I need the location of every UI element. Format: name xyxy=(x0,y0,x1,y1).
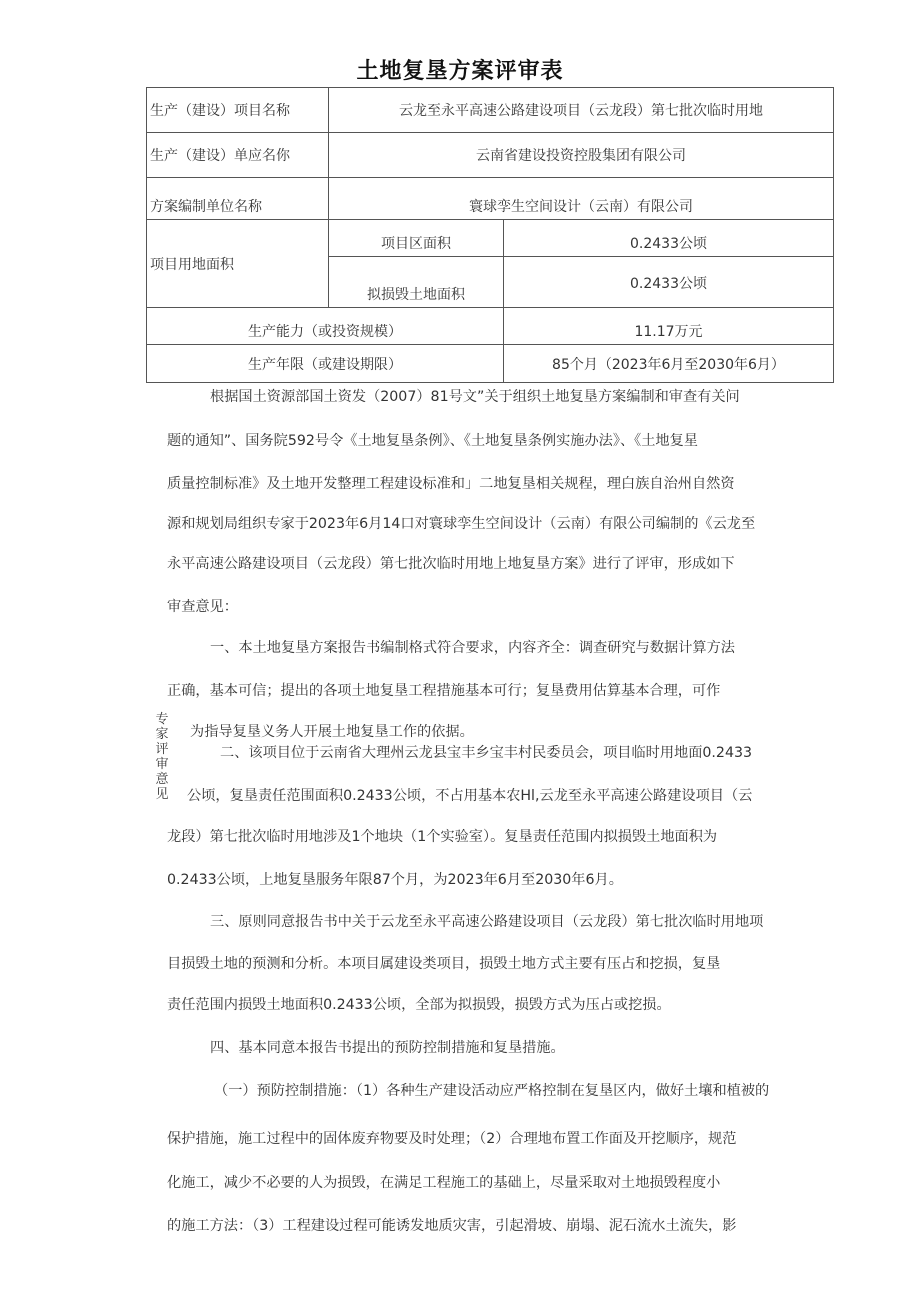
opinion-line: 质量控制标准》及土地开发整理工程建设标准和」二地复垦相关规程，理白族自治州自然资 xyxy=(167,476,735,492)
opinion-line: 为指导复垦义务人开展土地复垦工作的依据。 xyxy=(190,724,474,740)
table-row xyxy=(147,133,834,178)
opinion-line: 题的通知”、国务院592号令《土地复垦条例》、《土地复垦条例实施办法》、《土地复星 xyxy=(167,433,698,449)
opinion-line: （一）预防控制措施：（1）各种生产建设活动应严格控制在复垦区内，做好土壤和植被的 xyxy=(214,1083,770,1099)
opinion-line: 三、原则同意报告书中关于云龙至永平高速公路建设项目（云龙段）第七批次临时用地项 xyxy=(210,914,764,930)
opinion-line: 公顷，复垦责任范围面积0.2433公顷，不占用基本农Hl,云龙至永平高速公路建设项目（云 xyxy=(187,788,753,804)
page-title: 土地复垦方案评审表 xyxy=(356,59,564,84)
table-row xyxy=(147,220,834,257)
opinion-line: 永平高速公路建设项目（云龙段）第七批次临时用地上地复垦方案》进行了评审，形成如下 xyxy=(167,556,735,572)
opinion-line: 四、基本同意本报告书提出的预防控制措施和复垦措施。 xyxy=(210,1040,565,1056)
opinion-line: 一、本土地复垦方案报告书编制格式符合要求，内容齐全：调查研究与数据计算方法 xyxy=(210,640,735,656)
table-row xyxy=(147,88,834,133)
opinion-line: 的施工方法：（3）工程建设过程可能诱发地质灾害，引起滑坡、崩塌、泥石流水土流失，影 xyxy=(167,1218,737,1234)
project-area-label: 项目区面积 xyxy=(329,220,504,257)
table-row xyxy=(147,345,834,383)
period-label: 生产年限（或建设期限） xyxy=(147,345,504,383)
compiler-value: 寰球孪生空间设计（云南）有限公司 xyxy=(329,178,834,220)
opinion-line: 责任范围内损毁土地面积0.2433公顷，全部为拟损毁，损毁方式为压占或挖损。 xyxy=(167,997,671,1013)
opinion-line: 审查意见： xyxy=(167,599,238,615)
compiler-label: 方案编制单位名称 xyxy=(147,178,329,220)
damage-area-value: 0.2433公顷 xyxy=(504,257,834,308)
period-value: 85个月（2023年6月至2030年6月） xyxy=(504,345,834,383)
project-area-value: 0.2433公顷 xyxy=(504,220,834,257)
opinion-line: 0.2433公顷，上地复垦服务年限87个月，为2023年6月至2030年6月。 xyxy=(167,872,623,888)
review-info-table xyxy=(146,87,834,383)
table-row xyxy=(147,178,834,220)
capacity-value: 11.17万元 xyxy=(504,308,834,345)
land-area-label: 项目用地面积 xyxy=(147,220,329,308)
opinion-line: 根据国土资源部国土资发（2007）81号文”关于组织土地复垦方案编制和审查有关问 xyxy=(210,389,740,405)
opinion-line: 目损毁土地的预测和分析。本项目属建设类项目，损毁土地方式主要有压占和挖损，复垦 xyxy=(167,956,721,972)
table-row xyxy=(147,308,834,345)
project-name-label: 生产（建设）项目名称 xyxy=(147,88,329,133)
opinion-line: 正确，基本可信；提出的各项土地复垦工程措施基本可行；复垦费用估算基本合理，可作 xyxy=(167,683,721,699)
opinion-line: 化施工，减少不必要的人为损毁，在满足工程施工的基础上，尽量采取对土地损毁程度小 xyxy=(167,1175,721,1191)
opinion-line: 源和规划局组织专家于2023年6月14口对寰球孪生空间设计（云南）有限公司编制的《云龙至 xyxy=(167,516,756,532)
unit-name-label: 生产（建设）单应名你 xyxy=(147,133,329,178)
damage-area-label: 拟损毁土地面积 xyxy=(329,257,504,308)
opinion-line: 二、该项目位于云南省大理州云龙县宝丰乡宝丰村民委员会，项目临时用地面0.2433 xyxy=(220,745,753,761)
capacity-label: 生产能力（或投资规模） xyxy=(147,308,504,345)
opinion-line: 龙段）第七批次临时用地涉及1个地块（1个实验室）。复垦责任范围内拟损毁土地面积为 xyxy=(167,829,718,845)
unit-name-value: 云南省建设投资控股集团有限公司 xyxy=(329,133,834,178)
project-name-value: 云龙至永平高速公路建设项目（云龙段）第七批次临时用地 xyxy=(329,88,834,133)
expert-opinion-label: 专家评审意见 xyxy=(155,712,169,802)
opinion-line: 保护措施，施工过程中的固体废弃物要及时处理；（2）合理地布置工作面及开挖顺序，规范 xyxy=(167,1131,737,1147)
